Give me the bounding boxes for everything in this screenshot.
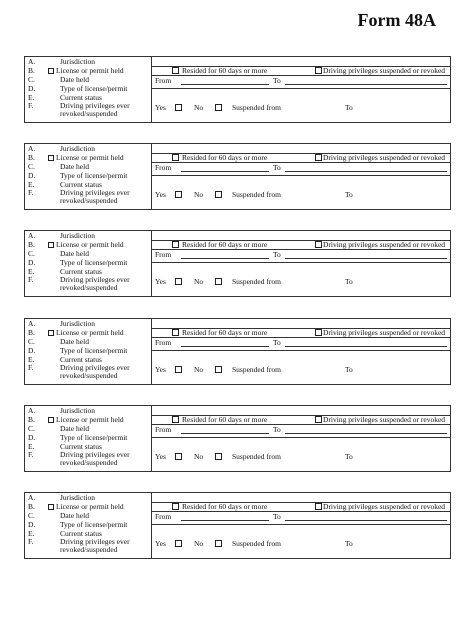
resided-label: Resided for 60 days or more [182,240,268,249]
from-date-field[interactable] [181,520,269,521]
yes-label: Yes [155,539,166,548]
row-b [28,328,151,337]
row-b [28,415,151,424]
row-letter: A. [28,231,36,240]
privileges-suspended-label: Driving privileges suspended or revoked [323,240,446,249]
field-inputs [151,406,450,471]
resided-checkbox[interactable] [172,67,179,74]
row-letter: E. [28,267,35,276]
from-label: From [155,76,172,85]
row-letter: F. [28,363,34,372]
current-status-label: Current status [60,267,102,276]
row-letter: C. [28,511,35,520]
row-d [28,84,151,93]
jurisdiction-entry-block [24,492,451,559]
current-status-label: Current status [60,529,102,538]
license-held-label: License or permit held [56,153,124,162]
privileges-revoked-label: Driving privileges ever revoked/suspended [60,537,130,554]
resided-checkbox[interactable] [172,503,179,510]
row-b [28,66,151,75]
row-letter: F. [28,537,34,546]
license-held-label: License or permit held [56,415,124,424]
row-letter: A. [28,319,36,328]
license-type-label: Type of license/permit [60,433,128,442]
row-letter: A. [28,57,36,66]
row-letter: D. [28,171,36,180]
row-letter: B. [28,153,35,162]
privileges-suspended-label: Driving privileges suspended or revoked [323,328,446,337]
suspended-to-label: To [345,190,353,199]
license-held-label: License or permit held [56,328,124,337]
no-checkbox[interactable] [215,540,222,547]
from-date-field[interactable] [181,433,269,434]
date-held-row [152,511,450,525]
license-held-checkbox[interactable] [48,68,54,74]
row-f [28,364,151,380]
row-f [28,189,151,205]
to-label: To [273,425,281,434]
resided-checkbox[interactable] [172,154,179,161]
suspended-to-label: To [345,539,353,548]
row-f [28,538,151,554]
field-inputs [151,493,450,558]
field-labels [25,406,151,471]
license-held-checkbox[interactable] [48,155,54,161]
row-f [28,451,151,467]
current-status-label: Current status [60,442,102,451]
to-date-field[interactable] [285,258,447,259]
no-label: No [194,103,204,112]
suspended-from-label: Suspended from [232,103,281,112]
current-status-label: Current status [60,355,102,364]
row-letter: E. [28,529,35,538]
date-held-row [152,249,450,263]
resided-checkbox[interactable] [172,416,179,423]
suspended-to-label: To [345,277,353,286]
date-held-row [152,337,450,351]
license-held-checkbox[interactable] [48,417,54,423]
from-date-field[interactable] [181,84,269,85]
date-held-row [152,75,450,89]
row-letter: C. [28,75,35,84]
row-c [28,249,151,258]
suspended-to-label: To [345,365,353,374]
privileges-revoked-label: Driving privileges ever revoked/suspended [60,275,130,292]
license-held-checkbox[interactable] [48,330,54,336]
yes-label: Yes [155,190,166,199]
jurisdiction-entry-block [24,143,451,210]
no-label: No [194,277,204,286]
row-d [28,433,151,442]
row-letter: B. [28,66,35,75]
row-letter: C. [28,162,35,171]
current-status-label: Current status [60,180,102,189]
form-title: Form 48A [357,10,436,30]
field-labels [25,144,151,209]
privileges-revoked-label: Driving privileges ever revoked/suspended [60,450,130,467]
row-letter: C. [28,424,35,433]
to-label: To [273,338,281,347]
field-inputs [151,231,450,296]
row-b [28,502,151,511]
privileges-revoked-label: Driving privileges ever revoked/suspended [60,363,130,380]
row-c [28,162,151,171]
no-checkbox[interactable] [215,191,222,198]
row-letter: F. [28,450,34,459]
jurisdiction-label: Jurisdiction [60,319,95,328]
row-letter: A. [28,493,36,502]
date-held-row [152,424,450,438]
resided-label: Resided for 60 days or more [182,502,268,511]
privileges-suspended-checkbox[interactable] [315,503,322,510]
privileges-suspended-label: Driving privileges suspended or revoked [323,415,446,424]
jurisdiction-label: Jurisdiction [60,231,95,240]
jurisdiction-entry-block [24,405,451,472]
row-c [28,75,151,84]
from-date-field[interactable] [181,171,269,172]
row-letter: D. [28,346,36,355]
from-label: From [155,163,172,172]
field-labels [25,319,151,384]
license-held-label: License or permit held [56,66,124,75]
license-held-label: License or permit held [56,240,124,249]
date-held-label: Date held [60,424,89,433]
field-labels [25,231,151,296]
row-c [28,424,151,433]
yes-label: Yes [155,103,166,112]
yes-checkbox[interactable] [175,453,182,460]
privileges-revoked-label: Driving privileges ever revoked/suspended [60,101,130,118]
suspended-to-label: To [345,452,353,461]
date-held-label: Date held [60,511,89,520]
row-letter: B. [28,240,35,249]
row-letter: E. [28,93,35,102]
row-letter: D. [28,433,36,442]
row-letter: E. [28,355,35,364]
suspended-from-label: Suspended from [232,277,281,286]
yes-checkbox[interactable] [175,104,182,111]
license-type-label: Type of license/permit [60,346,128,355]
resided-label: Resided for 60 days or more [182,66,268,75]
privileges-suspended-label: Driving privileges suspended or revoked [323,502,446,511]
yes-label: Yes [155,452,166,461]
jurisdiction-label: Jurisdiction [60,144,95,153]
field-inputs [151,144,450,209]
privileges-suspended-checkbox[interactable] [315,416,322,423]
jurisdiction-entry-block [24,56,451,123]
privileges-suspended-checkbox[interactable] [315,67,322,74]
no-checkbox[interactable] [215,366,222,373]
row-letter: D. [28,84,36,93]
row-letter: B. [28,328,35,337]
row-d [28,258,151,267]
row-c [28,337,151,346]
from-label: From [155,338,172,347]
row-d [28,171,151,180]
to-label: To [273,163,281,172]
privileges-suspended-checkbox[interactable] [315,329,322,336]
privileges-suspended-checkbox[interactable] [315,154,322,161]
row-b [28,153,151,162]
no-label: No [194,539,204,548]
suspended-from-label: Suspended from [232,452,281,461]
resided-checkbox[interactable] [172,241,179,248]
privileges-revoked-label: Driving privileges ever revoked/suspended [60,188,130,205]
to-date-field[interactable] [285,171,447,172]
no-checkbox[interactable] [215,104,222,111]
date-held-label: Date held [60,249,89,258]
row-letter: B. [28,502,35,511]
from-date-field[interactable] [181,346,269,347]
row-a [28,144,151,153]
to-date-field[interactable] [285,433,447,434]
license-held-checkbox[interactable] [48,242,54,248]
no-label: No [194,190,204,199]
date-held-label: Date held [60,162,89,171]
jurisdiction-label: Jurisdiction [60,406,95,415]
to-label: To [273,76,281,85]
license-type-label: Type of license/permit [60,84,128,93]
privileges-suspended-label: Driving privileges suspended or revoked [323,66,446,75]
row-a [28,57,151,66]
to-label: To [273,512,281,521]
from-label: From [155,425,172,434]
row-letter: E. [28,442,35,451]
date-held-label: Date held [60,75,89,84]
yes-checkbox[interactable] [175,191,182,198]
row-letter: F. [28,275,34,284]
no-checkbox[interactable] [215,278,222,285]
row-letter: B. [28,415,35,424]
yes-label: Yes [155,365,166,374]
row-f [28,276,151,292]
from-label: From [155,512,172,521]
suspended-from-label: Suspended from [232,539,281,548]
row-letter: D. [28,258,36,267]
row-d [28,346,151,355]
row-letter: C. [28,337,35,346]
yes-label: Yes [155,277,166,286]
to-label: To [273,250,281,259]
resided-label: Resided for 60 days or more [182,328,268,337]
date-held-row [152,162,450,176]
row-c [28,511,151,520]
jurisdiction-label: Jurisdiction [60,57,95,66]
row-letter: D. [28,520,36,529]
license-type-label: Type of license/permit [60,258,128,267]
license-held-checkbox[interactable] [48,504,54,510]
resided-label: Resided for 60 days or more [182,415,268,424]
privileges-suspended-label: Driving privileges suspended or revoked [323,153,446,162]
field-inputs [151,319,450,384]
to-date-field[interactable] [285,84,447,85]
current-status-label: Current status [60,93,102,102]
row-letter: C. [28,249,35,258]
yes-checkbox[interactable] [175,278,182,285]
from-label: From [155,250,172,259]
field-labels [25,493,151,558]
yes-checkbox[interactable] [175,366,182,373]
license-held-label: License or permit held [56,502,124,511]
from-date-field[interactable] [181,258,269,259]
to-date-field[interactable] [285,520,447,521]
suspended-from-label: Suspended from [232,365,281,374]
license-type-label: Type of license/permit [60,171,128,180]
jurisdiction-label: Jurisdiction [60,493,95,502]
license-type-label: Type of license/permit [60,520,128,529]
no-label: No [194,452,204,461]
yes-checkbox[interactable] [175,540,182,547]
suspended-to-label: To [345,103,353,112]
row-a [28,493,151,502]
no-label: No [194,365,204,374]
row-letter: F. [28,101,34,110]
field-labels [25,57,151,122]
row-f [28,102,151,118]
row-letter: A. [28,144,36,153]
no-checkbox[interactable] [215,453,222,460]
row-d [28,520,151,529]
privileges-suspended-checkbox[interactable] [315,241,322,248]
resided-label: Resided for 60 days or more [182,153,268,162]
row-a [28,406,151,415]
date-held-label: Date held [60,337,89,346]
row-a [28,231,151,240]
row-b [28,240,151,249]
row-letter: E. [28,180,35,189]
jurisdiction-entry-block [24,318,451,385]
jurisdiction-entry-block [24,230,451,297]
resided-checkbox[interactable] [172,329,179,336]
to-date-field[interactable] [285,346,447,347]
field-inputs [151,57,450,122]
row-a [28,319,151,328]
row-letter: A. [28,406,36,415]
suspended-from-label: Suspended from [232,190,281,199]
row-letter: F. [28,188,34,197]
